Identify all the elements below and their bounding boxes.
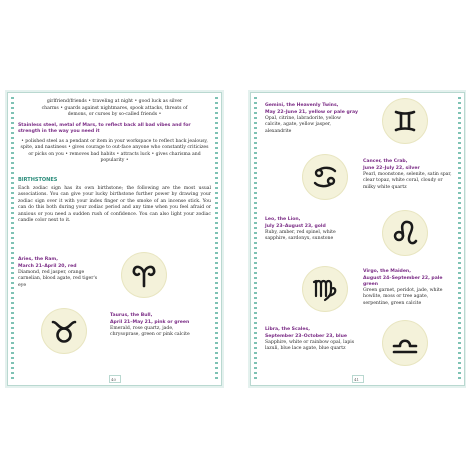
libra-icon [383, 321, 427, 365]
right-border-decoration [458, 97, 461, 381]
right-page [250, 92, 465, 386]
steel-heading: Stainless steel, metal of Mars, to reflect back all bad vibes and for strength in the way you need it [18, 123, 191, 135]
page-number: 41 [354, 377, 360, 382]
leo-dates: July 23–August 23, gold [265, 223, 326, 229]
cancer-icon [303, 155, 347, 199]
aries-icon [122, 253, 166, 297]
taurus-stones: Emerald, rose quartz, jade, chrysoprase, green or pink calcite [110, 326, 190, 338]
intro-line: girlfriend/friends • traveling at night • good luck as silver [46, 99, 183, 104]
intro-line: charms • guards against nightmares, spook attacks, threats of [41, 105, 188, 111]
virgo-title: Virgo, the Maiden, [363, 269, 411, 274]
right-border-decoration [254, 97, 257, 381]
birthstones-heading: BIRTHSTONES [18, 177, 58, 183]
aries-stones: Diamond, red jasper, orange carnelian, blood agate, red tiger's eye [18, 270, 98, 288]
libra-stones: Sapphire, white or rainbow opal, lapis lazuli, blue lace agate, blue quartz [265, 340, 355, 352]
libra-title: Libra, the Scales, [265, 327, 310, 332]
taurus-icon [42, 309, 86, 353]
left-border-decoration [215, 97, 218, 381]
libra-dates: September 23–October 23, blue [265, 333, 348, 339]
taurus-dates: April 21–May 21, pink or green [110, 319, 190, 325]
intro-line: demons, or curses by so-called friends • [67, 112, 162, 117]
cancer-title: Cancer, the Crab, [363, 159, 408, 164]
cancer-stones: Pearl, moonstone, selenite, satin spar, clear topaz, white coral, cloudy or milky white quartz [363, 172, 452, 190]
gemini-icon [383, 99, 427, 143]
gemini-stones: Opal, citrine, labradorite, yellow calcite, agate, yellow jasper, alexandrite [265, 116, 341, 134]
cancer-dates: June 22–July 22, silver [363, 165, 420, 171]
virgo-stones: Green garnet, peridot, jade, white howlite, moss or tree agate, serpentine, green calcite [363, 288, 443, 306]
page-number: 40 [111, 377, 117, 382]
leo-stones: Ruby, amber, red spinel, white sapphire, sardonyx, sunstone [265, 230, 336, 242]
steel-body: • polished steel as a pendant or item in your workspace to reflect back jealousy, spite, and nastiness • gives courage to out-face anyone who constantly criticizes or picks on you • removes bad habits • attracts luck • gives charisma and popularity • [20, 139, 209, 164]
gemini-title: Gemini, the Heavenly Twins, [265, 103, 339, 108]
virgo-icon [303, 267, 347, 311]
leo-title: Leo, the Lion, [265, 217, 301, 222]
left-border-decoration [11, 97, 14, 381]
virgo-dates: August 24–September 22, pale green [363, 275, 443, 287]
taurus-title: Taurus, the Bull, [110, 313, 153, 318]
birthstones-body: Each zodiac sign has its own birthstone; the following are the most usual associations. You can give your lucky birthstone further power by drawing your zodiac sign over it with your index finger or the smoke of an incense stick. You can do this both during your zodiac period and any time when you feel afraid or anxious or you need a sudden rush of confidence. You can also light your zodiac candle color next to it. [18, 186, 211, 224]
leo-icon [383, 211, 427, 255]
gemini-dates: May 22–June 21, yellow or pale gray [265, 109, 358, 115]
left-page [7, 92, 222, 386]
aries-dates: March 21–April 20, red [18, 263, 77, 269]
aries-title: Aries, the Ram, [18, 257, 58, 262]
